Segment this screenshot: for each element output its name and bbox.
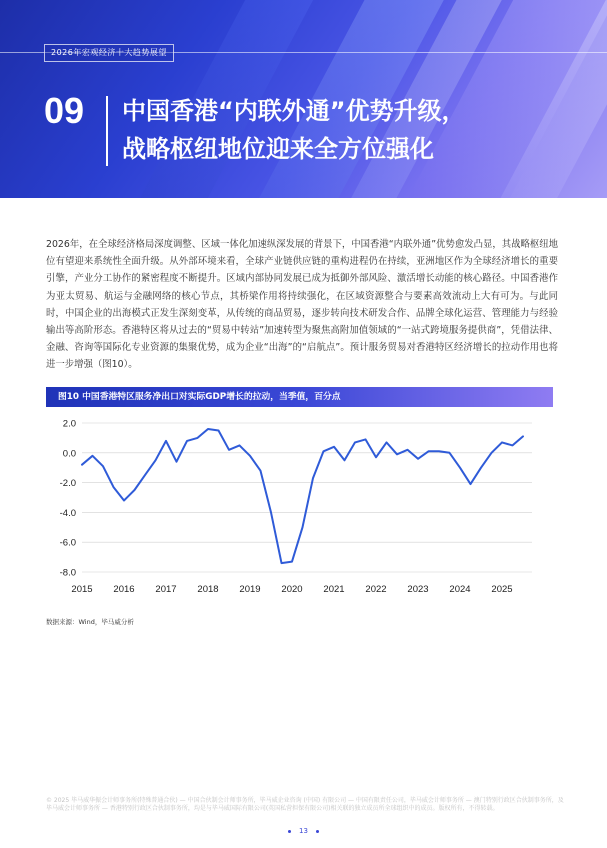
- x-tick-label: 2018: [197, 584, 219, 595]
- x-tick-label: 2015: [71, 584, 93, 595]
- data-source: 数据来源：Wind，毕马威分析: [46, 618, 134, 626]
- title-divider: [106, 96, 108, 166]
- figure-title: 图10 中国香港特区服务净出口对实际GDP增长的拉动，当季值，百分点: [58, 392, 341, 402]
- x-tick-label: 2016: [113, 584, 135, 595]
- copyright-disclaimer: © 2025 毕马威华振会计师事务所(特殊普通合伙) — 中国合伙制会计师事务所，毕马威企业咨询 (中国) 有限公司 — 中国有限责任公司，毕马威会计师事务所 — 澳门特别行政区合伙制事务所，及毕马威会计师事务所 — 香港特别行政区合伙制事务所，均是与毕马威国际有限公司(英国私营担保有限公司)相关联的独立成员所全球组织中的成员。版权所有，不得转载。: [46, 797, 564, 813]
- x-tick-label: 2025: [491, 584, 513, 595]
- y-tick-label: 2.0: [62, 418, 76, 430]
- x-tick-label: 2024: [449, 584, 471, 595]
- line-chart: [46, 410, 556, 610]
- x-tick-label: 2020: [281, 584, 303, 595]
- chapter-title: [122, 92, 466, 168]
- x-tick-label: 2023: [407, 584, 429, 595]
- chapter-number: 09: [44, 90, 85, 131]
- y-tick-label: -2.0: [59, 478, 76, 490]
- x-tick-label: 2017: [155, 584, 177, 595]
- page-dot-left: [288, 830, 291, 833]
- figure-title-bar: [46, 387, 553, 407]
- body-paragraph: 2026年，在全球经济格局深度调整、区域一体化加速纵深发展的背景下，中国香港“内联外通”优势愈发凸显，其战略枢纽地位有望迎来系统性全面升级。从外部环境来看，全球产业链供应链的重构进程仍在持续，亚洲地区作为全球经济增长的重要引擎，产业分工协作的紧密程度不断提升。区域内部协同发展已成为抵御外部风险、激活增长动能的核心路径。中国香港作为亚太贸易、航运与金融网络的核心节点，其桥梁作用将持续强化，在区域资源整合与要素高效流动上大有可为。与此同时，中国企业的出海模式正发生深刻变革，从传统的商品贸易，逐步转向技术研发合作、品牌全球化运营、管理能力与经验输出等高阶形态。香港特区将从过去的“贸易中转站”加速转型为聚焦高附加值领域的“一站式跨境服务提供商”，凭借法律、金融、咨询等国际化专业资源的集聚优势，成为企业“出海”的“启航点”。预计服务贸易对香港特区经济增长的拉动作用也将进一步增强（图10）。: [46, 239, 558, 371]
- x-tick-label: 2019: [239, 584, 261, 595]
- x-tick-label: 2021: [323, 584, 345, 595]
- page-dot-right: [316, 830, 319, 833]
- y-tick-label: 0.0: [62, 448, 76, 460]
- y-tick-label: -4.0: [59, 507, 76, 519]
- y-tick-label: -6.0: [59, 537, 76, 549]
- y-tick-label: -8.0: [59, 567, 76, 579]
- page-number-row: [0, 827, 607, 835]
- report-tag: 2026年宏观经济十大趋势展望: [44, 44, 174, 62]
- header-banner: [0, 0, 607, 198]
- chapter-title-line2: 战略枢纽地位迎来全方位强化: [122, 135, 434, 163]
- x-tick-label: 2022: [365, 584, 387, 595]
- page-number: 13: [299, 827, 308, 835]
- series-line: [82, 429, 523, 563]
- chapter-title-line1: 中国香港“内联外通”优势升级，: [122, 97, 466, 125]
